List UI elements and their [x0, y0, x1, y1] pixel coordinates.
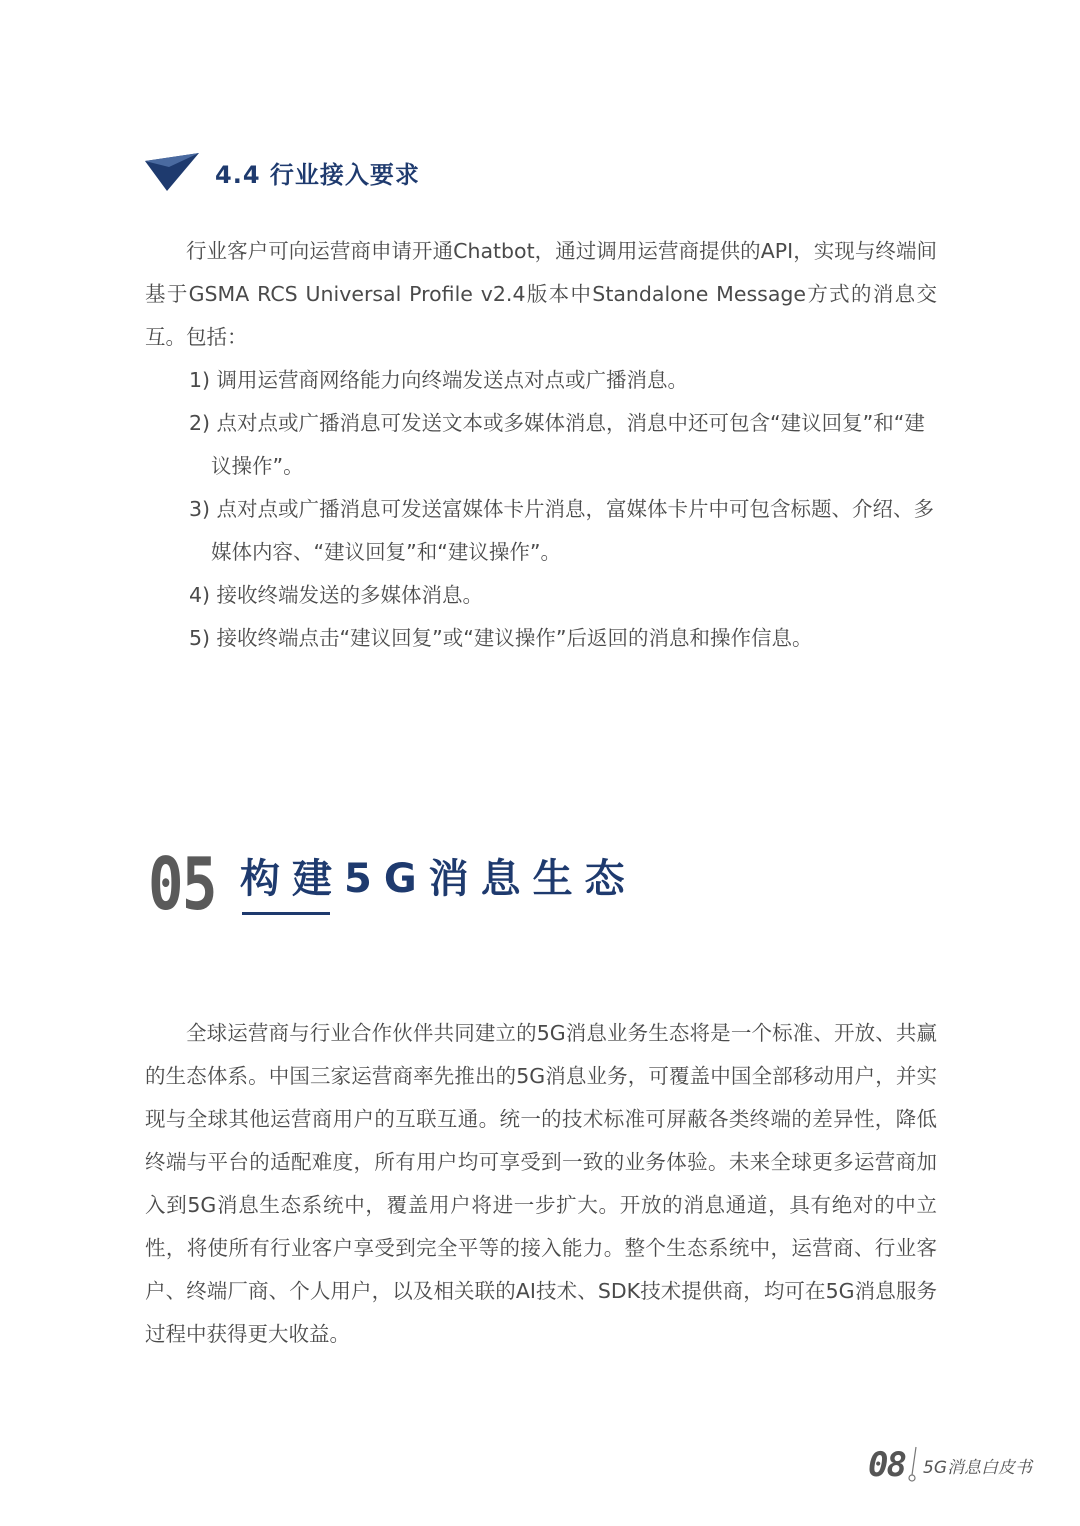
list-item: 1) 调用运营商网络能力向终端发送点对点或广播消息。: [189, 368, 689, 392]
list-item: 4) 接收终端发送的多媒体消息。: [189, 583, 484, 607]
section-heading: [145, 150, 420, 194]
triangle-marker-icon: [145, 153, 199, 191]
divider-mark-icon: [907, 1445, 921, 1485]
chapter-body: [145, 1012, 937, 1356]
chapter-paragraph: 全球运营商与行业合作伙伴共同建立的5G消息业务生态将是一个标准、开放、共赢的生态体系。中国三家运营商率先推出的5G消息业务，可覆盖中国全部移动用户，并实现与全球其他运营商用户的互联互通。统一的技术标准可屏蔽各类终端的差异性，降低终端与平台的适配难度，所有用户均可享受到一致的业务体验。未来全球更多运营商加入到5G消息生态系统中，覆盖用户将进一步扩大。开放的消息通道，具有绝对的中立性，将使所有行业客户享受到完全平等的接入能力。整个生态系统中，运营商、行业客户、终端厂商、个人用户，以及相关联的AI技术、SDK技术提供商，均可在5G消息服务过程中获得更大收益。: [145, 1021, 937, 1346]
section-intro: 行业客户可向运营商申请开通Chatbot，通过调用运营商提供的API，实现与终端间基于GSMA RCS Universal Profile v2.4版本中Standalone Message方式的消息交互。包括：: [145, 239, 937, 349]
page-footer: [868, 1440, 1032, 1490]
chapter-heading: [148, 842, 637, 932]
requirements-list: [145, 359, 937, 660]
list-item: 5) 接收终端点击“建议回复”或“建议操作”后返回的消息和操作信息。: [189, 626, 813, 650]
section-title: 4.4 行业接入要求: [215, 160, 420, 189]
page-number: 08: [868, 1445, 905, 1485]
chapter-number: 05: [148, 842, 216, 926]
document-title: 5G消息白皮书: [923, 1457, 1032, 1478]
chapter-underline: [242, 912, 330, 915]
section-body: [145, 230, 937, 660]
chapter-title-block: [240, 842, 637, 926]
chapter-title: 构建5G消息生态: [240, 856, 637, 902]
list-item: 3) 点对点或广播消息可发送富媒体卡片消息，富媒体卡片中可包含标题、介绍、多媒体内容、“建议回复”和“建议操作”。: [189, 497, 935, 564]
list-item: 2) 点对点或广播消息可发送文本或多媒体消息，消息中还可包含“建议回复”和“建议操作”。: [189, 411, 925, 478]
